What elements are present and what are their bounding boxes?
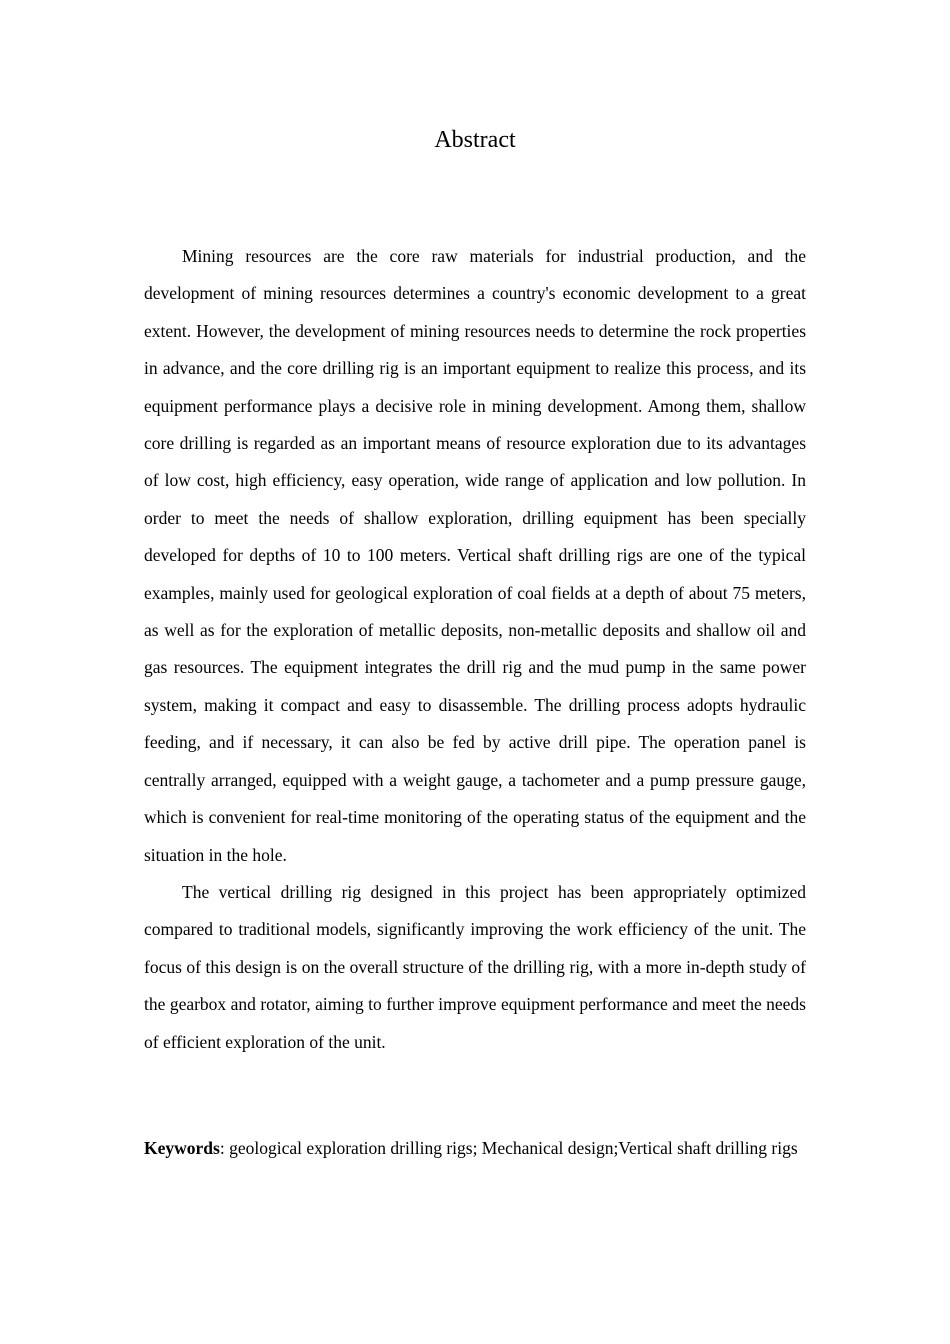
keywords-line: [144, 1130, 806, 1167]
abstract-paragraph-1: Mining resources are the core raw materials for industrial production, and the development of mining resources determines a country's economic development to a great extent. However, the development of mining resources needs to determine the rock properties in advance, and the core drilling rig is an important equipment to realize this process, and its equipment performance plays a decisive role in mining development. Among them, shallow core drilling is regarded as an important means of resource exploration due to its advantages of low cost, high efficiency, easy operation, wide range of application and low pollution. In order to meet the needs of shallow exploration, drilling equipment has been specially developed for depths of 10 to 100 meters. Vertical shaft drilling rigs are one of the typical examples, mainly used for geological exploration of coal fields at a depth of about 75 meters, as well as for the exploration of metallic deposits, non-metallic deposits and shallow oil and gas resources. The equipment integrates the drill rig and the mud pump in the same power system, making it compact and easy to disassemble. The drilling process adopts hydraulic feeding, and if necessary, it can also be fed by active drill pipe. The operation panel is centrally arranged, equipped with a weight gauge, a tachometer and a pump pressure gauge, which is convenient for real-time monitoring of the operating status of the equipment and the situation in the hole.: [144, 246, 806, 865]
page-title: Abstract: [434, 127, 516, 153]
abstract-paragraph-2: The vertical drilling rig designed in this project has been appropriately optimized compared to traditional models, significantly improving the work efficiency of the unit. The focus of this design is on the overall structure of the drilling rig, with a more in-depth study of the gearbox and rotator, aiming to further improve equipment performance and meet the needs of efficient exploration of the unit.: [144, 881, 806, 1052]
abstract-body: [144, 238, 806, 1061]
keywords-label: Keywords: [144, 1138, 220, 1158]
keywords-text: geological exploration drilling rigs; Mechanical design;Vertical shaft drilling rigs: [224, 1138, 798, 1158]
keywords-separator: :: [219, 1138, 225, 1158]
